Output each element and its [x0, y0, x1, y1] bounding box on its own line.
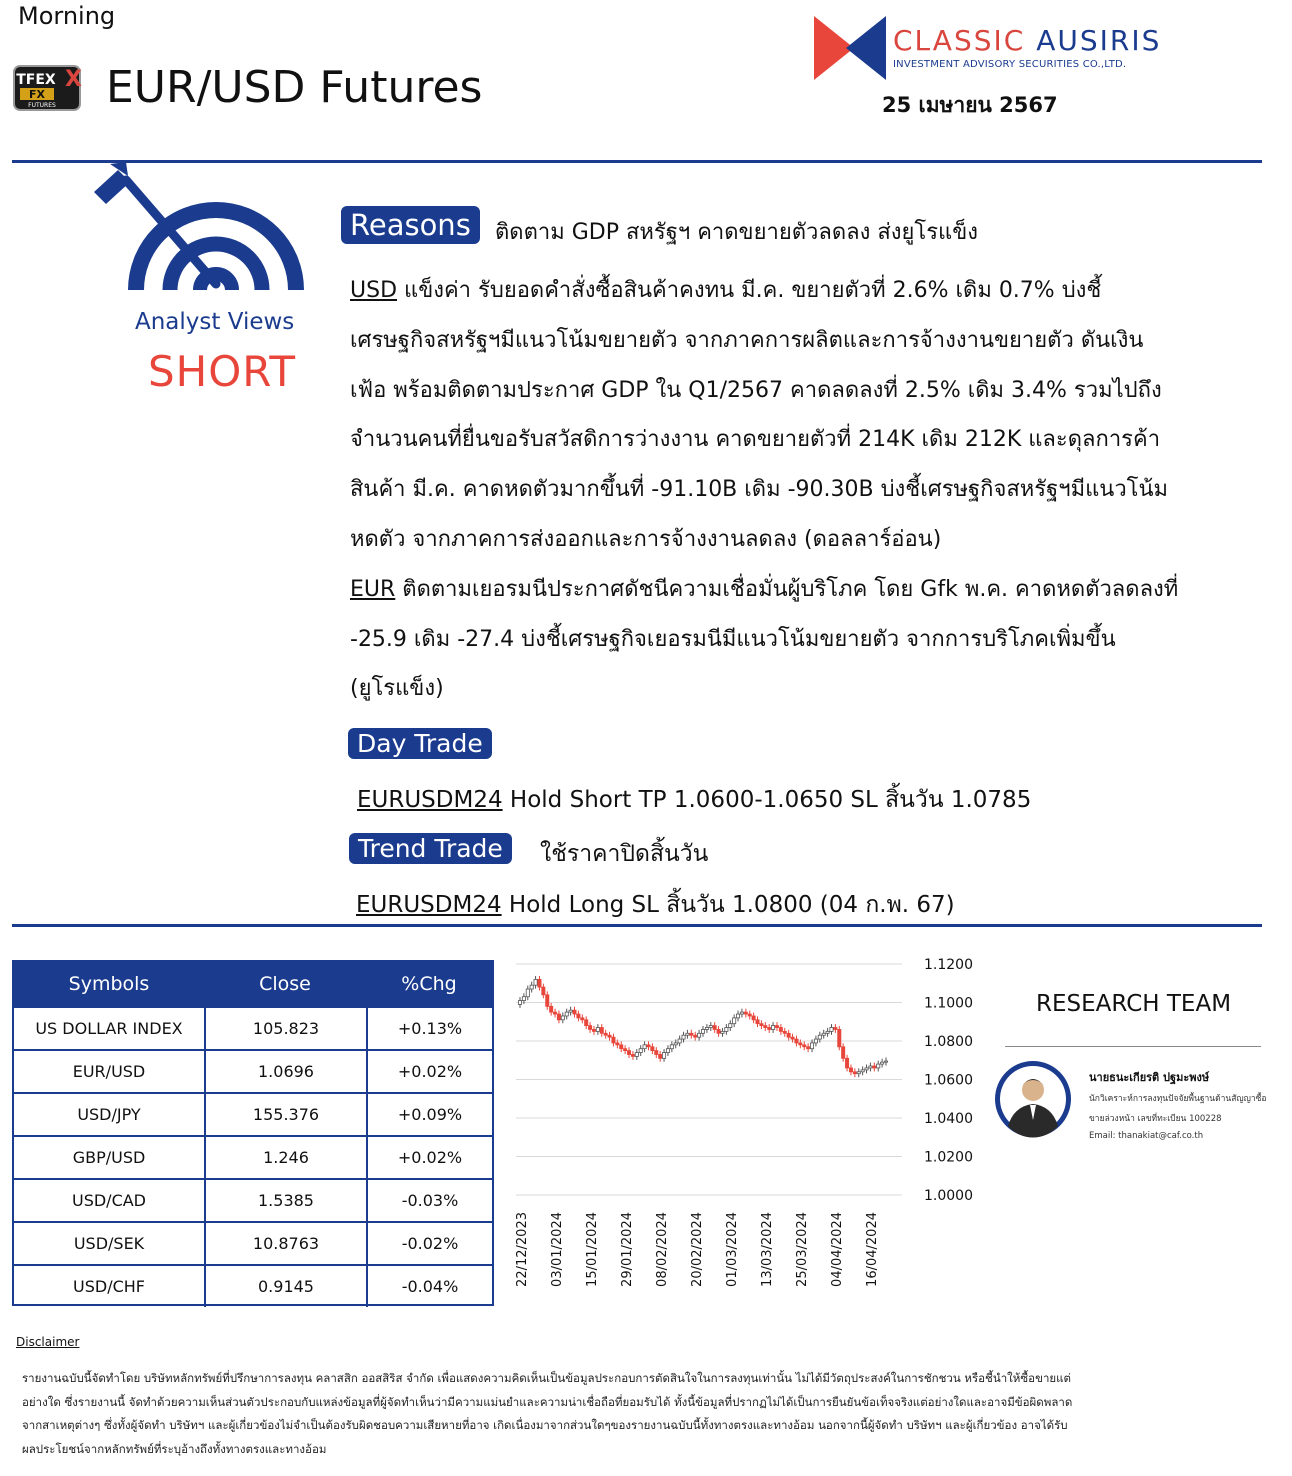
- disclaimer-body: [22, 1367, 1282, 1461]
- chart-candle-body: [795, 1039, 798, 1043]
- chart-candle-body: [518, 1001, 521, 1005]
- chart-candle-body: [705, 1028, 708, 1030]
- chart-candle-body: [639, 1049, 642, 1053]
- chart-x-tick-label: 13/03/2024: [760, 1212, 775, 1287]
- cell-symbol: USD/CAD: [71, 1191, 146, 1210]
- chart-candle-body: [783, 1031, 786, 1033]
- page-title: EUR/USD Futures: [106, 62, 483, 113]
- chart-x-tick-label: 22/12/2023: [515, 1212, 530, 1287]
- chart-candle-body: [647, 1045, 650, 1047]
- table-header: [14, 962, 492, 1006]
- cell-close: 105.823: [204, 1008, 366, 1049]
- cell-chg: +0.13%: [366, 1008, 492, 1049]
- chart-candle-body: [884, 1061, 887, 1062]
- cell-close: 155.376: [204, 1094, 366, 1135]
- chart-candle-body: [694, 1035, 697, 1037]
- chart-candle-body: [733, 1018, 736, 1024]
- disclaimer-line: อย่างใด ซึ่งรายงานนี้ จัดทำด้วยความเห็นส่วนตัวประกอบกับแหล่งข้อมูลที่ผู้จัดทำเห็นว่ามีความแม่นยำและความน่าเชื่อถือที่ยอมรับได้ ทั้งนี้ข้อมูลที่ปรากฏไม่ได้เป็นการยืนยันข้อเท็จจริงแต่อย่างใดและอาจมีข้อผิดพลาด: [22, 1394, 1073, 1409]
- chart-candle-body: [526, 989, 529, 997]
- chart-candle-body: [752, 1016, 755, 1020]
- chart-candle-body: [768, 1028, 771, 1030]
- header-close: Close: [259, 973, 311, 995]
- chart-y-tick-label: 1.0000: [924, 1188, 973, 1204]
- chart-candle-body: [822, 1033, 825, 1035]
- trend-trade-tag: Trend Trade: [349, 833, 512, 864]
- chart-candle-body: [736, 1014, 739, 1018]
- day-trade-text: Hold Short TP 1.0600-1.0650 SL สิ้นวัน 1.0785: [502, 787, 1032, 813]
- day-trade-line: [357, 782, 1031, 818]
- chart-candle-body: [756, 1020, 759, 1024]
- chart-candle-body: [674, 1043, 677, 1045]
- chart-candle-body: [760, 1024, 763, 1026]
- cell-close: 10.8763: [204, 1223, 366, 1264]
- chart-x-tick-label: 16/04/2024: [865, 1212, 880, 1287]
- chart-candle-body: [845, 1058, 848, 1068]
- chart-candle-body: [542, 987, 545, 995]
- cell-close: 1.0696: [204, 1051, 366, 1092]
- market-table: [12, 960, 494, 1306]
- analyst-email[interactable]: Email: thanakiat@caf.co.th: [1089, 1131, 1204, 1141]
- day-trade-tag: Day Trade: [348, 728, 492, 759]
- chart-candle-body: [717, 1029, 720, 1033]
- trend-trade-note: ใช้ราคาปิดสิ้นวัน: [540, 841, 709, 867]
- cell-symbol: US DOLLAR INDEX: [35, 1019, 183, 1038]
- table-row: [14, 1006, 492, 1049]
- chart-candle-body: [853, 1072, 856, 1074]
- classic-ausiris-logo-icon: [810, 12, 890, 84]
- chart-candle-body: [546, 995, 549, 1007]
- usd-line: เฟ้อ พร้อมติดตามประกาศ GDP ใน Q1/2567 คาดลดลงที่ 2.5% เดิม 3.4% รวมไปถึง: [350, 377, 1162, 403]
- chart-candle-body: [838, 1029, 841, 1046]
- chart-candle-body: [596, 1028, 599, 1032]
- chart-candle-body: [744, 1012, 747, 1014]
- cell-chg: -0.04%: [366, 1266, 492, 1307]
- chart-candle-body: [698, 1033, 701, 1037]
- usd-line: สินค้า มี.ค. คาดหดตัวมากขึ้นที่ -91.10B เดิม -90.30B บ่งชี้เศรษฐกิจสหรัฐฯมีแนวโน้ม: [350, 477, 1169, 503]
- chart-candle-body: [530, 985, 533, 989]
- cell-chg: -0.03%: [366, 1180, 492, 1221]
- cell-symbol: EUR/USD: [72, 1062, 146, 1081]
- chart-candle-body: [569, 1010, 572, 1012]
- tfex-x-mark: X: [65, 67, 82, 92]
- chart-y-tick-label: 1.1200: [924, 957, 973, 973]
- chart-candle-body: [670, 1045, 673, 1049]
- chart-candle-body: [588, 1026, 591, 1030]
- chart-candle-body: [534, 979, 537, 985]
- chart-candle-body: [538, 979, 541, 987]
- target-arrow-icon: [88, 162, 304, 298]
- chart-x-tick-label: 03/01/2024: [550, 1212, 565, 1287]
- cell-chg: +0.02%: [366, 1137, 492, 1178]
- analyst-view-value: SHORT: [148, 347, 297, 396]
- chart-candle-body: [655, 1051, 658, 1055]
- chart-x-tick-label: 25/03/2024: [795, 1212, 810, 1287]
- chart-candle-body: [830, 1028, 833, 1032]
- chart-candle-body: [522, 997, 525, 1001]
- chart-candle-body: [604, 1033, 607, 1035]
- chart-candle-body: [881, 1062, 884, 1064]
- eur-line: EUR ติดตามเยอรมนีประกาศดัชนีความเชื่อมั่นผู้บริโภค โดย Gfk พ.ค. คาดหดตัวลดลงที่: [350, 576, 1179, 602]
- chart-candle-body: [686, 1033, 689, 1035]
- chart-candle-body: [818, 1035, 821, 1039]
- eurusd-candlestick-chart: [500, 950, 980, 1302]
- reasons-headline: ติดตาม GDP สหรัฐฯ คาดขยายตัวลดลง ส่งยูโรแข็ง: [495, 220, 979, 245]
- chart-y-tick-label: 1.0800: [924, 1034, 973, 1050]
- chart-candle-body: [873, 1066, 876, 1068]
- report-date: 25 เมษายน 2567: [882, 93, 1058, 117]
- disclaimer-line: จากสาเหตุต่างๆ ซึ่งทั้งผู้จัดทำ บริษัทฯ และผู้เกี่ยวข้องไม่จำเป็นต้องรับผิดชอบความเสียหายที่อาจ เกิดเนื่องมาจากส่วนใดๆของรายงานฉบับนี้ทั้งทางตรงและทางอ้อม นอกจากนี้ผู้จัดทำ บริษัทฯ และผู้เกี่ยวข้อง อาจได้รับ: [22, 1418, 1068, 1432]
- chart-candle-body: [842, 1047, 845, 1059]
- futures-text: FUTURES: [28, 102, 56, 109]
- fx-text: FX: [29, 88, 45, 101]
- chart-candle-body: [557, 1014, 560, 1020]
- chart-candle-body: [666, 1049, 669, 1053]
- chart-candle-body: [803, 1045, 806, 1047]
- usd-label: USD: [350, 278, 398, 303]
- cell-chg: -0.02%: [366, 1223, 492, 1264]
- chart-candle-body: [678, 1039, 681, 1043]
- disclaimer-line: ผลประโยชน์จากหลักทรัพย์ที่ระบุอ้างถึงทั้งทางตรงและทางอ้อม: [22, 1441, 327, 1456]
- cell-chg: +0.02%: [366, 1051, 492, 1092]
- table-row: [14, 1264, 492, 1307]
- eur-line: -25.9 เดิม -27.4 บ่งชี้เศรษฐกิจเยอรมนีมีแนวโน้มขยายตัว จากการบริโภคเพิ่มขึ้น: [350, 626, 1116, 652]
- research-team-title: RESEARCH TEAM: [1036, 991, 1232, 1017]
- section-divider: [12, 924, 1262, 927]
- chart-x-tick-label: 08/02/2024: [655, 1212, 670, 1287]
- chart-candle-body: [592, 1029, 595, 1031]
- analyst-views-label: Analyst Views: [135, 309, 295, 335]
- chart-candle-body: [709, 1026, 712, 1028]
- header-chg: %Chg: [401, 973, 457, 995]
- chart-x-tick-label: 01/03/2024: [725, 1212, 740, 1287]
- chart-candle-body: [620, 1045, 623, 1049]
- chart-candle-body: [573, 1010, 576, 1014]
- trend-trade-symbol: EURUSDM24: [356, 892, 502, 918]
- cell-symbol: USD/JPY: [77, 1105, 141, 1124]
- chart-candle-body: [635, 1053, 638, 1057]
- disclaimer-title: Disclaimer: [16, 1335, 80, 1349]
- chart-candle-body: [627, 1051, 630, 1055]
- cell-symbol: USD/CHF: [73, 1277, 145, 1296]
- chart-candle-body: [701, 1029, 704, 1033]
- chart-candle-body: [585, 1020, 588, 1026]
- day-trade-symbol: EURUSDM24: [357, 787, 503, 813]
- chart-candle-body: [810, 1043, 813, 1049]
- chart-candle-body: [682, 1035, 685, 1039]
- chart-candle-body: [651, 1047, 654, 1051]
- chart-candle-body: [659, 1054, 662, 1058]
- chart-candle-body: [787, 1033, 790, 1037]
- chart-candle-body: [690, 1033, 693, 1035]
- table-row: [14, 1049, 492, 1092]
- chart-candle-body: [624, 1049, 627, 1051]
- company-name: CLASSIC AUSIRIS: [893, 24, 1162, 57]
- chart-candle-body: [616, 1043, 619, 1045]
- eur-line: (ยูโรแข็ง): [350, 676, 444, 702]
- cell-symbol: GBP/USD: [72, 1148, 146, 1167]
- reasons-tag: Reasons: [341, 206, 480, 244]
- chart-candle-body: [775, 1026, 778, 1028]
- chart-candle-body: [553, 1012, 556, 1014]
- chart-candle-body: [721, 1031, 724, 1033]
- chart-candle-body: [581, 1018, 584, 1020]
- reasons-body: [350, 266, 1250, 714]
- analyst-avatar: [992, 1060, 1074, 1138]
- chart-y-tick-label: 1.0200: [924, 1149, 973, 1166]
- usd-line: เศรษฐกิจสหรัฐฯมีแนวโน้มขยายตัว จากภาคการผลิตและการจ้างงานขยายตัว ดันเงิน: [350, 327, 1144, 353]
- table-row: [14, 1092, 492, 1135]
- analyst-name: นายธนะเกียรติ ปฐมะพงษ์: [1089, 1071, 1210, 1084]
- table-row: [14, 1135, 492, 1178]
- research-divider: [1005, 1046, 1261, 1047]
- chart-candle-body: [771, 1026, 774, 1030]
- chart-candle-body: [612, 1037, 615, 1043]
- analyst-position: นักวิเคราะห์การลงทุนปัจจัยพื้นฐานด้านสัญญาซื้อ: [1089, 1094, 1267, 1104]
- chart-candle-body: [550, 1006, 553, 1012]
- tfex-fx-futures-logo: [12, 64, 82, 112]
- cell-chg: +0.09%: [366, 1094, 492, 1135]
- chart-candle-body: [748, 1014, 751, 1016]
- cell-close: 1.5385: [204, 1180, 366, 1221]
- tfex-text: TFEX: [16, 72, 56, 88]
- chart-candle-body: [865, 1068, 868, 1070]
- chart-x-tick-label: 15/01/2024: [585, 1212, 600, 1287]
- table-row: [14, 1221, 492, 1264]
- cell-symbol: USD/SEK: [73, 1234, 145, 1253]
- trend-trade-line: [356, 887, 955, 923]
- chart-candle-body: [565, 1012, 568, 1016]
- chart-candle-body: [849, 1068, 852, 1072]
- chart-y-tick-label: 1.1000: [924, 995, 973, 1012]
- chart-x-tick-label: 04/04/2024: [830, 1212, 845, 1287]
- chart-candle-body: [807, 1047, 810, 1049]
- chart-candle-body: [764, 1026, 767, 1028]
- chart-candle-body: [729, 1024, 732, 1028]
- analyst-registration: ขายล่วงหน้า เลขที่ทะเบียน 100228: [1089, 1114, 1222, 1124]
- session-label: Morning: [18, 2, 116, 30]
- chart-candle-body: [561, 1016, 564, 1020]
- usd-line: จำนวนคนที่ยื่นขอรับสวัสดิการว่างงาน คาดขยายตัวที่ 214K เดิม 212K และดุลการค้า: [350, 427, 1161, 453]
- chart-candle-body: [577, 1014, 580, 1018]
- trend-trade-text: Hold Long SL สิ้นวัน 1.0800 (04 ก.พ. 67): [501, 892, 955, 918]
- chart-x-tick-label: 29/01/2024: [620, 1212, 635, 1287]
- header-symbols: Symbols: [68, 973, 150, 995]
- chart-candle-body: [725, 1028, 728, 1032]
- chart-candle-body: [631, 1054, 634, 1056]
- usd-line: หดตัว จากภาคการส่งออกและการจ้างงานลดลง (ดอลลาร์อ่อน): [350, 526, 942, 552]
- table-row: [14, 1178, 492, 1221]
- chart-candle-body: [643, 1045, 646, 1049]
- chart-candle-body: [791, 1037, 794, 1039]
- chart-candle-body: [600, 1028, 603, 1034]
- chart-candle-body: [834, 1028, 837, 1030]
- chart-candle-body: [662, 1053, 665, 1059]
- cell-close: 1.246: [204, 1137, 366, 1178]
- cell-close: 0.9145: [204, 1266, 366, 1307]
- chart-candle-body: [869, 1066, 872, 1068]
- chart-candle-body: [740, 1012, 743, 1014]
- chart-candle-body: [779, 1028, 782, 1032]
- company-subtitle: INVESTMENT ADVISORY SECURITIES CO.,LTD.: [893, 59, 1127, 70]
- chart-candle-body: [713, 1026, 716, 1030]
- chart-y-tick-label: 1.0400: [924, 1111, 973, 1127]
- chart-candle-body: [877, 1064, 880, 1068]
- chart-x-tick-label: 20/02/2024: [690, 1212, 705, 1287]
- chart-candle-body: [861, 1070, 864, 1072]
- chart-candle-body: [608, 1035, 611, 1037]
- chart-y-tick-label: 1.0600: [924, 1072, 973, 1089]
- chart-candle-body: [799, 1043, 802, 1045]
- chart-candle-body: [814, 1039, 817, 1043]
- disclaimer-line: รายงานฉบับนี้จัดทำโดย บริษัทหลักทรัพย์ที่ปรึกษาการลงทุน คลาสสิก ออสสิริส จำกัด เพื่อแสดงความคิดเห็นเป็นข้อมูลประกอบการตัดสินใจในการลงทุนเท่านั้น ไม่ได้มีวัตถุประสงค์ในการชักชวน หรือชี้นำให้ซื้อขายแต่: [22, 1371, 1072, 1385]
- chart-candle-body: [857, 1072, 860, 1074]
- eur-label: EUR: [350, 576, 396, 602]
- usd-line: USD แข็งค่า รับยอดคำสั่งซื้อสินค้าคงทน มี.ค. ขยายตัวที่ 2.6% เดิม 0.7% บ่งชี้: [350, 278, 1102, 303]
- chart-candle-body: [826, 1031, 829, 1033]
